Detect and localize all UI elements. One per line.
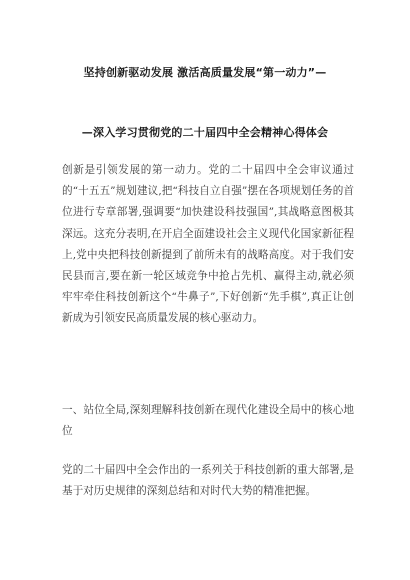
section-heading-1: 一、站位全局,深刻理解科技创新在现代化建设全局中的核心地位 — [62, 404, 354, 438]
intro-paragraph: 创新是引领发展的第一动力。党的二十届四中全会审议通过的“十五五”规划建议,把“科技自立自强”摆在各项规划任务的首位进行专章部署,强调要“加快建设科技强国”,其战略意图极其深远。这充分表明,在开启全面建设社会主义现代化国家新征程上,党中央把科技创新提到了前所未有的战略高度。对于我们安民县而言,要在新一轮区域竞争中抢占先机、赢得主动,就必须牢牢牵住科技创新这个“牛鼻子”,下好创新“先手棋”,真正让创新成为引领安民高质量发展的核心驱动力。 — [62, 164, 354, 325]
document-title-line-2: —深入学习贯彻党的二十届四中全会精神心得体会 — [81, 126, 329, 139]
document-title-line-1: 坚持创新驱动发展 激活高质量发展“第一动力”— — [83, 66, 327, 79]
section-1-paragraph: 党的二十届四中全会作出的一系列关于科技创新的重大部署,是基于对历史规律的深刻总结和对时代大势的精准把握。 — [62, 464, 354, 498]
